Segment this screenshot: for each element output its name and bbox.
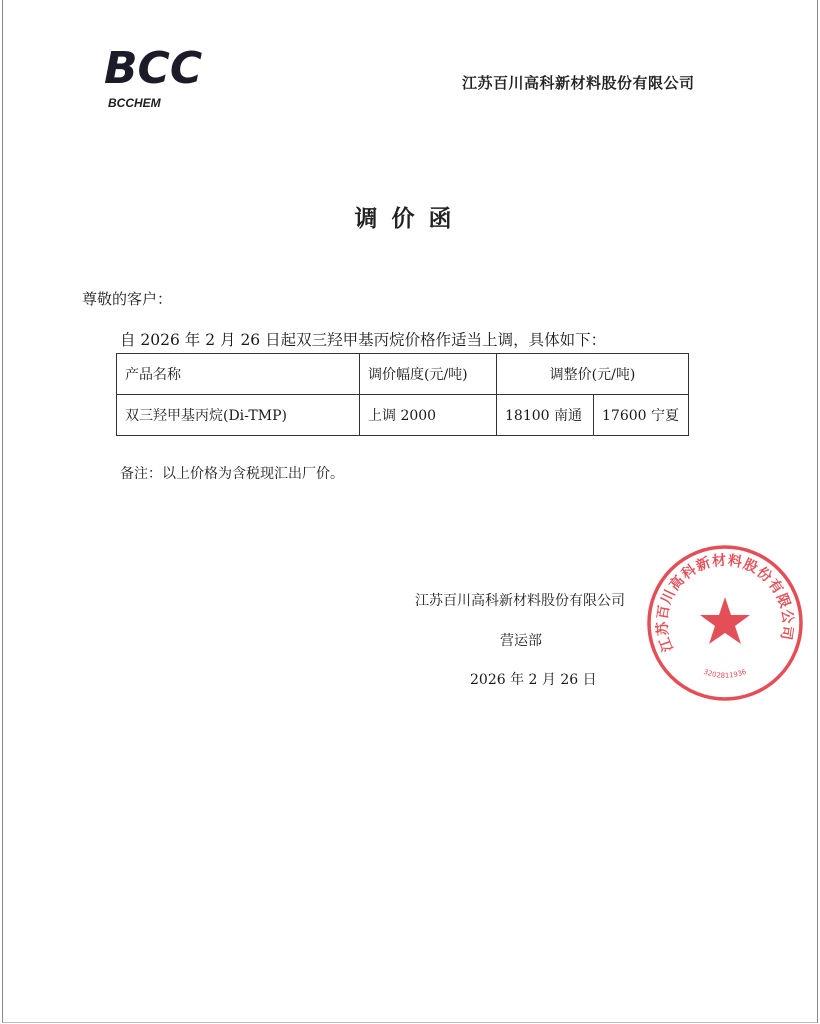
page-frame (2, 0, 818, 1023)
signature-company: 江苏百川高科新材料股份有限公司 (415, 593, 625, 609)
greeting: 尊敬的客户： (82, 290, 173, 308)
signature-date: 2026 年 2 月 26 日 (470, 672, 597, 688)
logo-subtitle: BCCHEM (108, 96, 161, 110)
company-seal (645, 543, 805, 703)
header-change: 调价幅度(元/吨) (360, 354, 497, 395)
cell-change: 上调 2000 (360, 395, 497, 436)
table-row (117, 395, 689, 436)
note: 备注：以上价格为含税现汇出厂价。 (120, 466, 344, 482)
header-company: 江苏百川高科新材料股份有限公司 (462, 74, 695, 92)
cell-price-nantong: 18100 南通 (497, 395, 594, 436)
cell-product: 双三羟甲基丙烷(Di-TMP) (117, 395, 360, 436)
logo-mark: BCC (104, 43, 203, 94)
header-product: 产品名称 (117, 354, 360, 395)
signature-department: 营运部 (500, 633, 542, 649)
header-price: 调整价(元/吨) (497, 354, 689, 395)
star-icon (700, 597, 750, 644)
seal-text: 江苏百川高科新材料股份有限公司 (654, 552, 796, 654)
seal-code: 3202811936 (702, 667, 748, 680)
logo (104, 43, 203, 110)
intro-text: 自 2026 年 2 月 26 日起双三羟甲基丙烷价格作适当上调，具体如下： (120, 331, 607, 349)
price-table (116, 353, 689, 436)
cell-price-ningxia: 17600 宁夏 (594, 395, 689, 436)
document-title: 调价函 (354, 205, 466, 232)
table-header-row (117, 354, 689, 395)
